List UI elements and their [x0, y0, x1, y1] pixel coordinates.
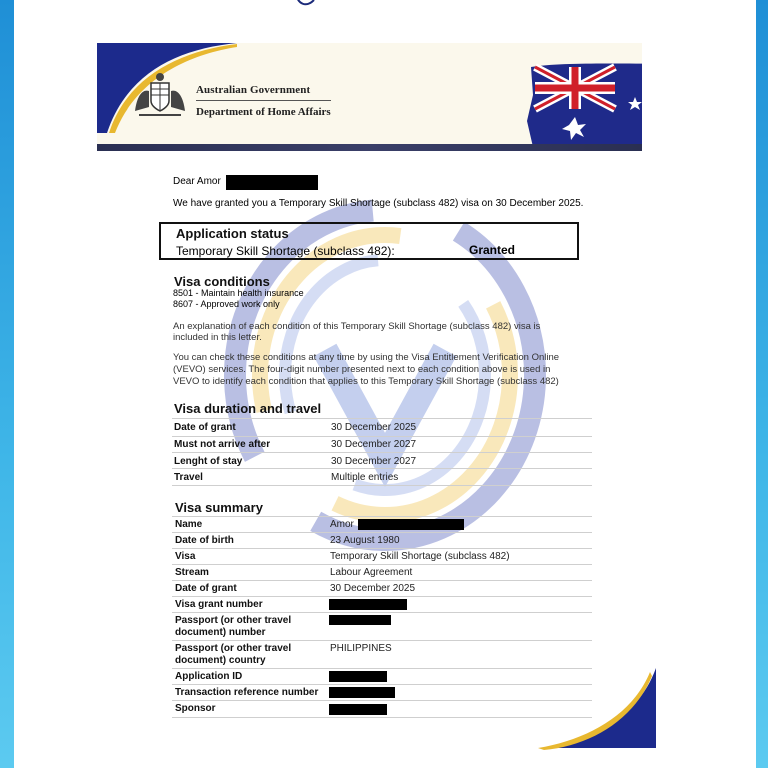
duration-label: Travel: [174, 472, 203, 483]
duration-value: 30 December 2027: [331, 439, 417, 450]
duration-label: Must not arrive after: [174, 439, 271, 450]
status-result: Granted: [469, 243, 516, 257]
summary-label: Passport (or other travel: [175, 615, 292, 626]
summary-label: Date of grant: [175, 583, 237, 594]
script-flourish: [292, 0, 322, 12]
summary-value: PHILIPPINES: [330, 643, 392, 654]
summary-label: document) number: [175, 627, 266, 638]
redaction: [329, 704, 387, 715]
grant-intro: We have granted you a Temporary Skill Shortage (subclass 482) visa on 30 December 2025.: [173, 198, 584, 209]
conditions-heading: Visa conditions: [174, 274, 270, 289]
redaction: [358, 519, 464, 530]
row-divider: [172, 596, 592, 597]
summary-label: Transaction reference number: [175, 687, 319, 698]
condition-item: 8501 - Maintain health insurance: [173, 288, 304, 298]
redaction: [226, 175, 318, 190]
redaction: [329, 687, 395, 698]
greeting: Dear Amor: [173, 176, 221, 187]
summary-value: 23 August 1980: [330, 535, 400, 546]
row-divider: [172, 564, 592, 565]
summary-heading: Visa summary: [175, 500, 263, 515]
summary-value: Temporary Skill Shortage (subclass 482): [330, 551, 510, 562]
summary-value: Amor: [330, 519, 354, 530]
redaction: [329, 671, 387, 682]
gov-title: Australian Government: [196, 84, 311, 96]
summary-label: Name: [175, 519, 203, 530]
row-divider: [172, 532, 592, 533]
conditions-paragraph: included in this letter.: [173, 332, 262, 343]
row-divider: [172, 452, 592, 453]
summary-label: document) country: [175, 655, 266, 666]
redaction: [329, 599, 407, 610]
summary-label: Sponsor: [175, 703, 216, 714]
duration-label: Date of grant: [174, 422, 236, 433]
summary-value: Labour Agreement: [330, 567, 413, 578]
header-bar: [97, 144, 642, 151]
duration-value: Multiple entries: [331, 472, 399, 483]
row-divider: [172, 516, 592, 517]
condition-item: 8607 - Approved work only: [173, 299, 280, 309]
summary-label: Stream: [175, 567, 209, 578]
redaction: [329, 615, 391, 625]
summary-label: Passport (or other travel: [175, 643, 292, 654]
duration-value: 30 December 2025: [331, 422, 417, 433]
duration-heading: Visa duration and travel: [174, 401, 322, 416]
summary-label: Visa grant number: [175, 599, 263, 610]
duration-label: Lenght of stay: [174, 456, 243, 467]
divider: [196, 100, 331, 101]
row-divider: [172, 612, 592, 613]
vevo-paragraph: VEVO to identify each condition that applies to this Temporary Skill Shortage (subclass 482): [173, 376, 559, 387]
status-visa: Temporary Skill Shortage (subclass 482):: [176, 244, 395, 258]
conditions-paragraph: An explanation of each condition of this Temporary Skill Shortage (subclass 482) visa is: [173, 321, 541, 332]
summary-value: 30 December 2025: [330, 583, 416, 594]
row-divider: [172, 580, 592, 581]
row-divider: [172, 418, 592, 419]
australian-flag-icon: [527, 61, 642, 145]
row-divider: [172, 436, 592, 437]
row-divider: [172, 485, 592, 486]
status-heading: Application status: [176, 226, 289, 241]
summary-label: Visa: [175, 551, 196, 562]
row-divider: [172, 640, 592, 641]
summary-label: Application ID: [175, 671, 243, 682]
application-status-box: [159, 222, 579, 260]
row-divider: [172, 548, 592, 549]
summary-label: Date of birth: [175, 535, 234, 546]
row-divider: [172, 468, 592, 469]
department-name: Department of Home Affairs: [196, 106, 331, 118]
vevo-paragraph: You can check these conditions at any time by using the Visa Entitlement Verification Online: [173, 352, 560, 363]
vevo-paragraph: (VEVO) services. The four-digit number presented next to each condition above is used in: [173, 364, 551, 375]
footer-swoosh: [520, 668, 656, 750]
letter-header: [97, 43, 642, 145]
duration-value: 30 December 2027: [331, 456, 417, 467]
coat-of-arms-icon: [129, 71, 191, 119]
